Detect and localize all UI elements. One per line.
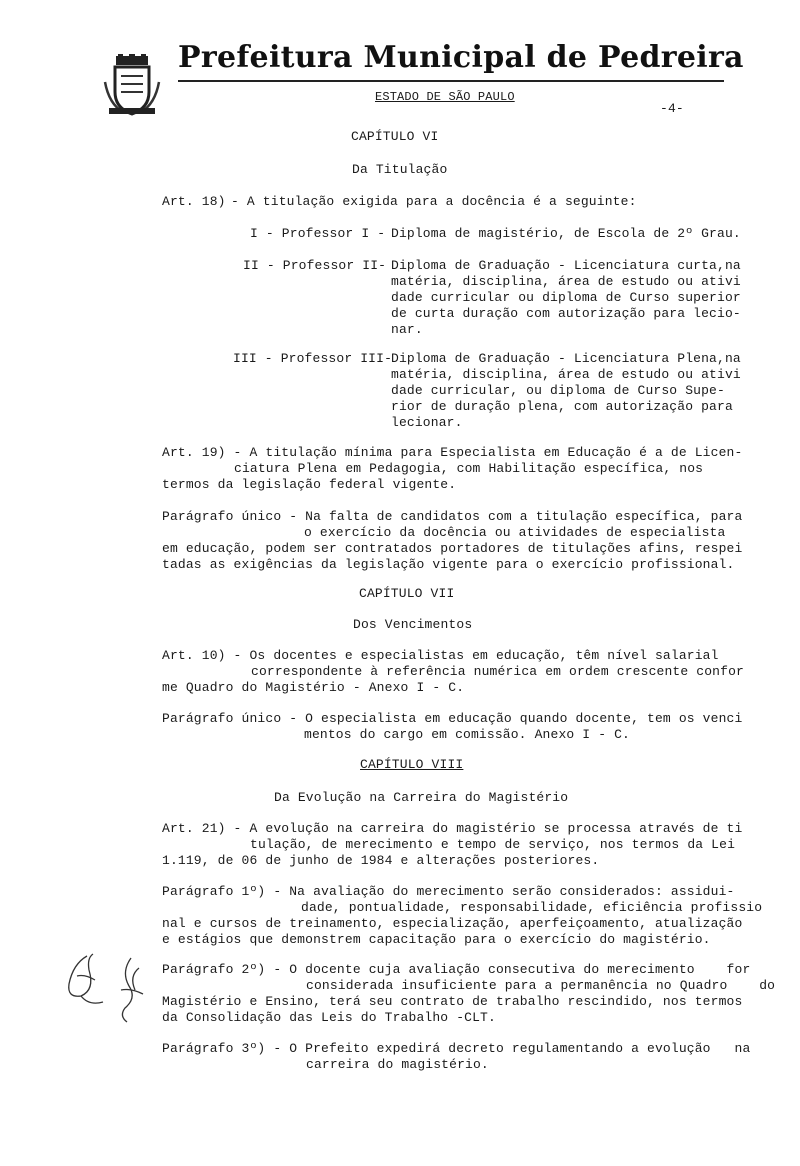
art10-line: correspondente à referência numérica em ordem crescente confor bbox=[251, 664, 744, 679]
par2-line: Parágrafo 2º) - O docente cuja avaliação consecutiva do merecimento for bbox=[162, 962, 751, 977]
ch6-paragraph-line: tadas as exigências da legislação vigente para o exercício profissional. bbox=[162, 557, 735, 572]
art18-item-i-prefix: I - Professor I - bbox=[250, 226, 386, 241]
art18-item-iii-line: lecionar. bbox=[391, 415, 463, 430]
art18-item-i-line: Diploma de magistério, de Escola de 2º Grau. bbox=[391, 226, 741, 241]
chapter-vi-subheading: Da Titulação bbox=[352, 162, 448, 177]
art19-line: ciatura Plena em Pedagogia, com Habilitação específica, nos bbox=[234, 461, 704, 476]
art18-item-iii-line: rior de duração plena, com autorização para bbox=[391, 399, 733, 414]
art18-label: Art. 18) bbox=[162, 194, 226, 209]
par2-line: da Consolidação das Leis do Trabalho -CLT. bbox=[162, 1010, 496, 1025]
state-label: ESTADO DE SÃO PAULO bbox=[375, 90, 515, 104]
art18-item-ii-line: dade curricular ou diploma de Curso superior bbox=[391, 290, 741, 305]
ch6-paragraph-line: em educação, podem ser contratados portadores de titulações afins, respei bbox=[162, 541, 743, 556]
art21-line: 1.119, de 06 de junho de 1984 e alterações posteriores. bbox=[162, 853, 600, 868]
art18-item-ii-line: Diploma de Graduação - Licenciatura curta,na bbox=[391, 258, 741, 273]
chapter-viii-subheading: Da Evolução na Carreira do Magistério bbox=[274, 790, 569, 805]
par1-line: nal e cursos de treinamento, especialização, aperfeiçoamento, atualização bbox=[162, 916, 743, 931]
ch6-paragraph-line: Parágrafo único - Na falta de candidatos com a titulação específica, para bbox=[162, 509, 743, 524]
art18-text: - A titulação exigida para a docência é a seguinte: bbox=[231, 194, 637, 209]
chapter-vi-heading: CAPÍTULO VI bbox=[351, 129, 439, 144]
art19-line: Art. 19) - A titulação mínima para Especialista em Educação é a de Licen- bbox=[162, 445, 743, 460]
art18-item-iii-line: Diploma de Graduação - Licenciatura Plena,na bbox=[391, 351, 741, 366]
par1-line: Parágrafo 1º) - Na avaliação do merecimento serão considerados: assidui- bbox=[162, 884, 735, 899]
par1-line: dade, pontualidade, responsabilidade, eficiência profissio bbox=[301, 900, 763, 915]
art21-line: tulação, de merecimento e tempo de serviço, nos termos da Lei bbox=[250, 837, 736, 852]
page-number: -4- bbox=[660, 101, 684, 116]
ch7-paragraph-line: Parágrafo único - O especialista em educação quando docente, tem os venci bbox=[162, 711, 743, 726]
art18-item-iii-line: dade curricular, ou diploma de Curso Supe- bbox=[391, 383, 725, 398]
art18-item-ii-prefix: II - Professor II- bbox=[243, 258, 387, 273]
art10-line: Art. 10) - Os docentes e especialistas em educação, têm nível salarial bbox=[162, 648, 719, 663]
art21-line: Art. 21) - A evolução na carreira do magistério se processa através de ti bbox=[162, 821, 743, 836]
handwritten-initials bbox=[40, 928, 140, 1008]
chapter-viii-heading: CAPÍTULO VIII bbox=[360, 757, 464, 772]
par2-line: considerada insuficiente para a permanência no Quadro do bbox=[306, 978, 776, 993]
ch7-paragraph-line: mentos do cargo em comissão. Anexo I - C. bbox=[304, 727, 631, 742]
ch6-paragraph-line: o exercício da docência ou atividades de especialista bbox=[304, 525, 726, 540]
header-rule bbox=[178, 80, 724, 82]
chapter-vii-subheading: Dos Vencimentos bbox=[353, 617, 473, 632]
municipality-title: Prefeitura Municipal de Pedreira bbox=[178, 40, 744, 75]
par3-line: carreira do magistério. bbox=[306, 1057, 489, 1072]
art18-item-ii-line: nar. bbox=[391, 322, 423, 337]
chapter-vii-heading: CAPÍTULO VII bbox=[359, 586, 455, 601]
coat-of-arms-logo bbox=[84, 36, 142, 98]
art18-item-ii-line: matéria, disciplina, área de estudo ou ativi bbox=[391, 274, 741, 289]
art18-item-iii-line: matéria, disciplina, área de estudo ou ativi bbox=[391, 367, 741, 382]
par1-line: e estágios que demonstrem capacitação para o exercício do magistério. bbox=[162, 932, 711, 947]
par2-line: Magistério e Ensino, terá seu contrato de trabalho rescindido, nos termos bbox=[162, 994, 743, 1009]
art18-item-iii-prefix: III - Professor III- bbox=[233, 351, 393, 366]
art10-line: me Quadro do Magistério - Anexo I - C. bbox=[162, 680, 465, 695]
par3-line: Parágrafo 3º) - O Prefeito expedirá decreto regulamentando a evolução na bbox=[162, 1041, 751, 1056]
art18-item-ii-line: de curta duração com autorização para lecio- bbox=[391, 306, 741, 321]
art19-line: termos da legislação federal vigente. bbox=[162, 477, 457, 492]
